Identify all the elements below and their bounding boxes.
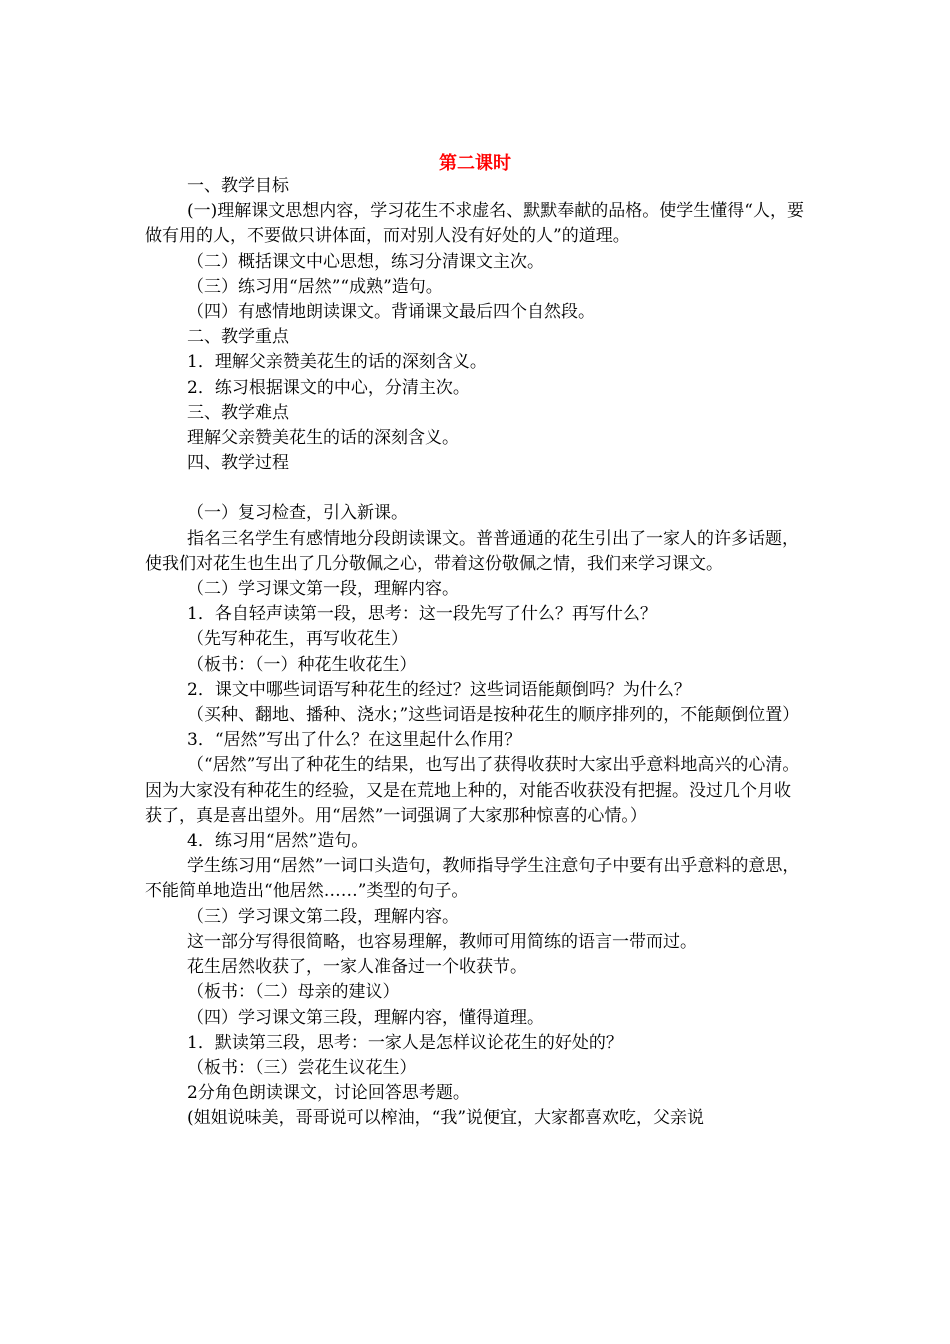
section-heading: 四、教学过程 <box>187 453 289 474</box>
paragraph: (一)理解课文思想内容，学习花生不求虚名、默默奉献的品格。使学生懂得“人，要做有用的人，不要做只讲体面，而对别人没有好处的人”的道理。 <box>145 201 804 247</box>
page-title: 第二课时 <box>439 153 511 174</box>
paragraph: （二）概括课文中心思想，练习分清课文主次。 <box>187 251 544 272</box>
paragraph: 花生居然收获了，一家人准备过一个收获节。 <box>187 957 527 978</box>
paragraph: （四）学习课文第三段，理解内容，懂得道理。 <box>187 1007 544 1028</box>
paragraph: （先写种花生，再写收花生） <box>187 629 408 650</box>
paragraph: （二）学习课文第一段，理解内容。 <box>187 579 459 600</box>
paragraph: 3．“居然”写出了什么？在这里起什么作用？ <box>187 730 522 751</box>
section-heading: 二、教学重点 <box>187 327 289 348</box>
paragraph: 4．练习用“居然”造句。 <box>187 831 369 852</box>
section-heading: 一、教学目标 <box>187 176 289 196</box>
paragraph: （板书：（二）母亲的建议） <box>187 982 400 1003</box>
paragraph: （买种、翻地、播种、浇水；”这些词语是按种花生的顺序排列的，不能颠倒位置） <box>187 705 800 726</box>
paragraph: （板书：（一）种花生收花生） <box>187 654 417 675</box>
section-heading: 三、教学难点 <box>187 402 289 423</box>
paragraph: 指名三名学生有感情地分段朗读课文。普普通通的花生引出了一家人的许多话题，使我们对花生也生出了几分敬佩之心，带着这份敬佩之情，我们来学习课文。 <box>145 528 799 574</box>
paragraph: 这一部分写得很简略，也容易理解，教师可用简练的语言一带而过。 <box>187 931 697 952</box>
paragraph: (姐姐说味美，哥哥说可以榨油，“我”说便宜，大家都喜欢吃，父亲说 <box>187 1108 705 1129</box>
paragraph: （板书：（三）尝花生议花生） <box>187 1057 417 1078</box>
paragraph: （三）学习课文第二段，理解内容。 <box>187 906 459 927</box>
paragraph: 1．默读第三段，思考：一家人是怎样议论花生的好处的？ <box>187 1032 623 1053</box>
paragraph: 学生练习用“居然”一词口头造句，教师指导学生注意句子中要有出乎意料的意思，不能简单地造出“他居然……”类型的句子。 <box>145 856 800 902</box>
paragraph: 理解父亲赞美花生的话的深刻含义。 <box>187 428 459 449</box>
paragraph: （四）有感情地朗读课文。背诵课文最后四个自然段。 <box>187 302 595 323</box>
paragraph: （一）复习检查，引入新课。 <box>187 503 408 524</box>
paragraph: 2．练习根据课文的中心，分清主次。 <box>187 377 470 398</box>
document-body <box>145 174 807 1132</box>
paragraph: 1．各自轻声读第一段，思考：这一段先写了什么？再写什么？ <box>187 604 657 625</box>
blank-line <box>145 476 807 501</box>
paragraph: 1．理解父亲赞美花生的话的深刻含义。 <box>187 352 487 373</box>
paragraph: （“居然”写出了种花生的结果，也写出了获得收获时大家出乎意料地高兴的心清。因为大家没有种花生的经验，又是在荒地上种的，对能否收获没有把握。没过几个月收获了，真是喜出望外。用“居然”一词强调了大家那种惊喜的心情。） <box>145 755 800 826</box>
paragraph: 2．课文中哪些词语写种花生的经过？这些词语能颠倒吗？为什么？ <box>187 679 691 700</box>
paragraph: （三）练习用“居然”“成熟”造句。 <box>187 276 443 297</box>
paragraph: 2分角色朗读课文，讨论回答思考题。 <box>187 1083 470 1104</box>
